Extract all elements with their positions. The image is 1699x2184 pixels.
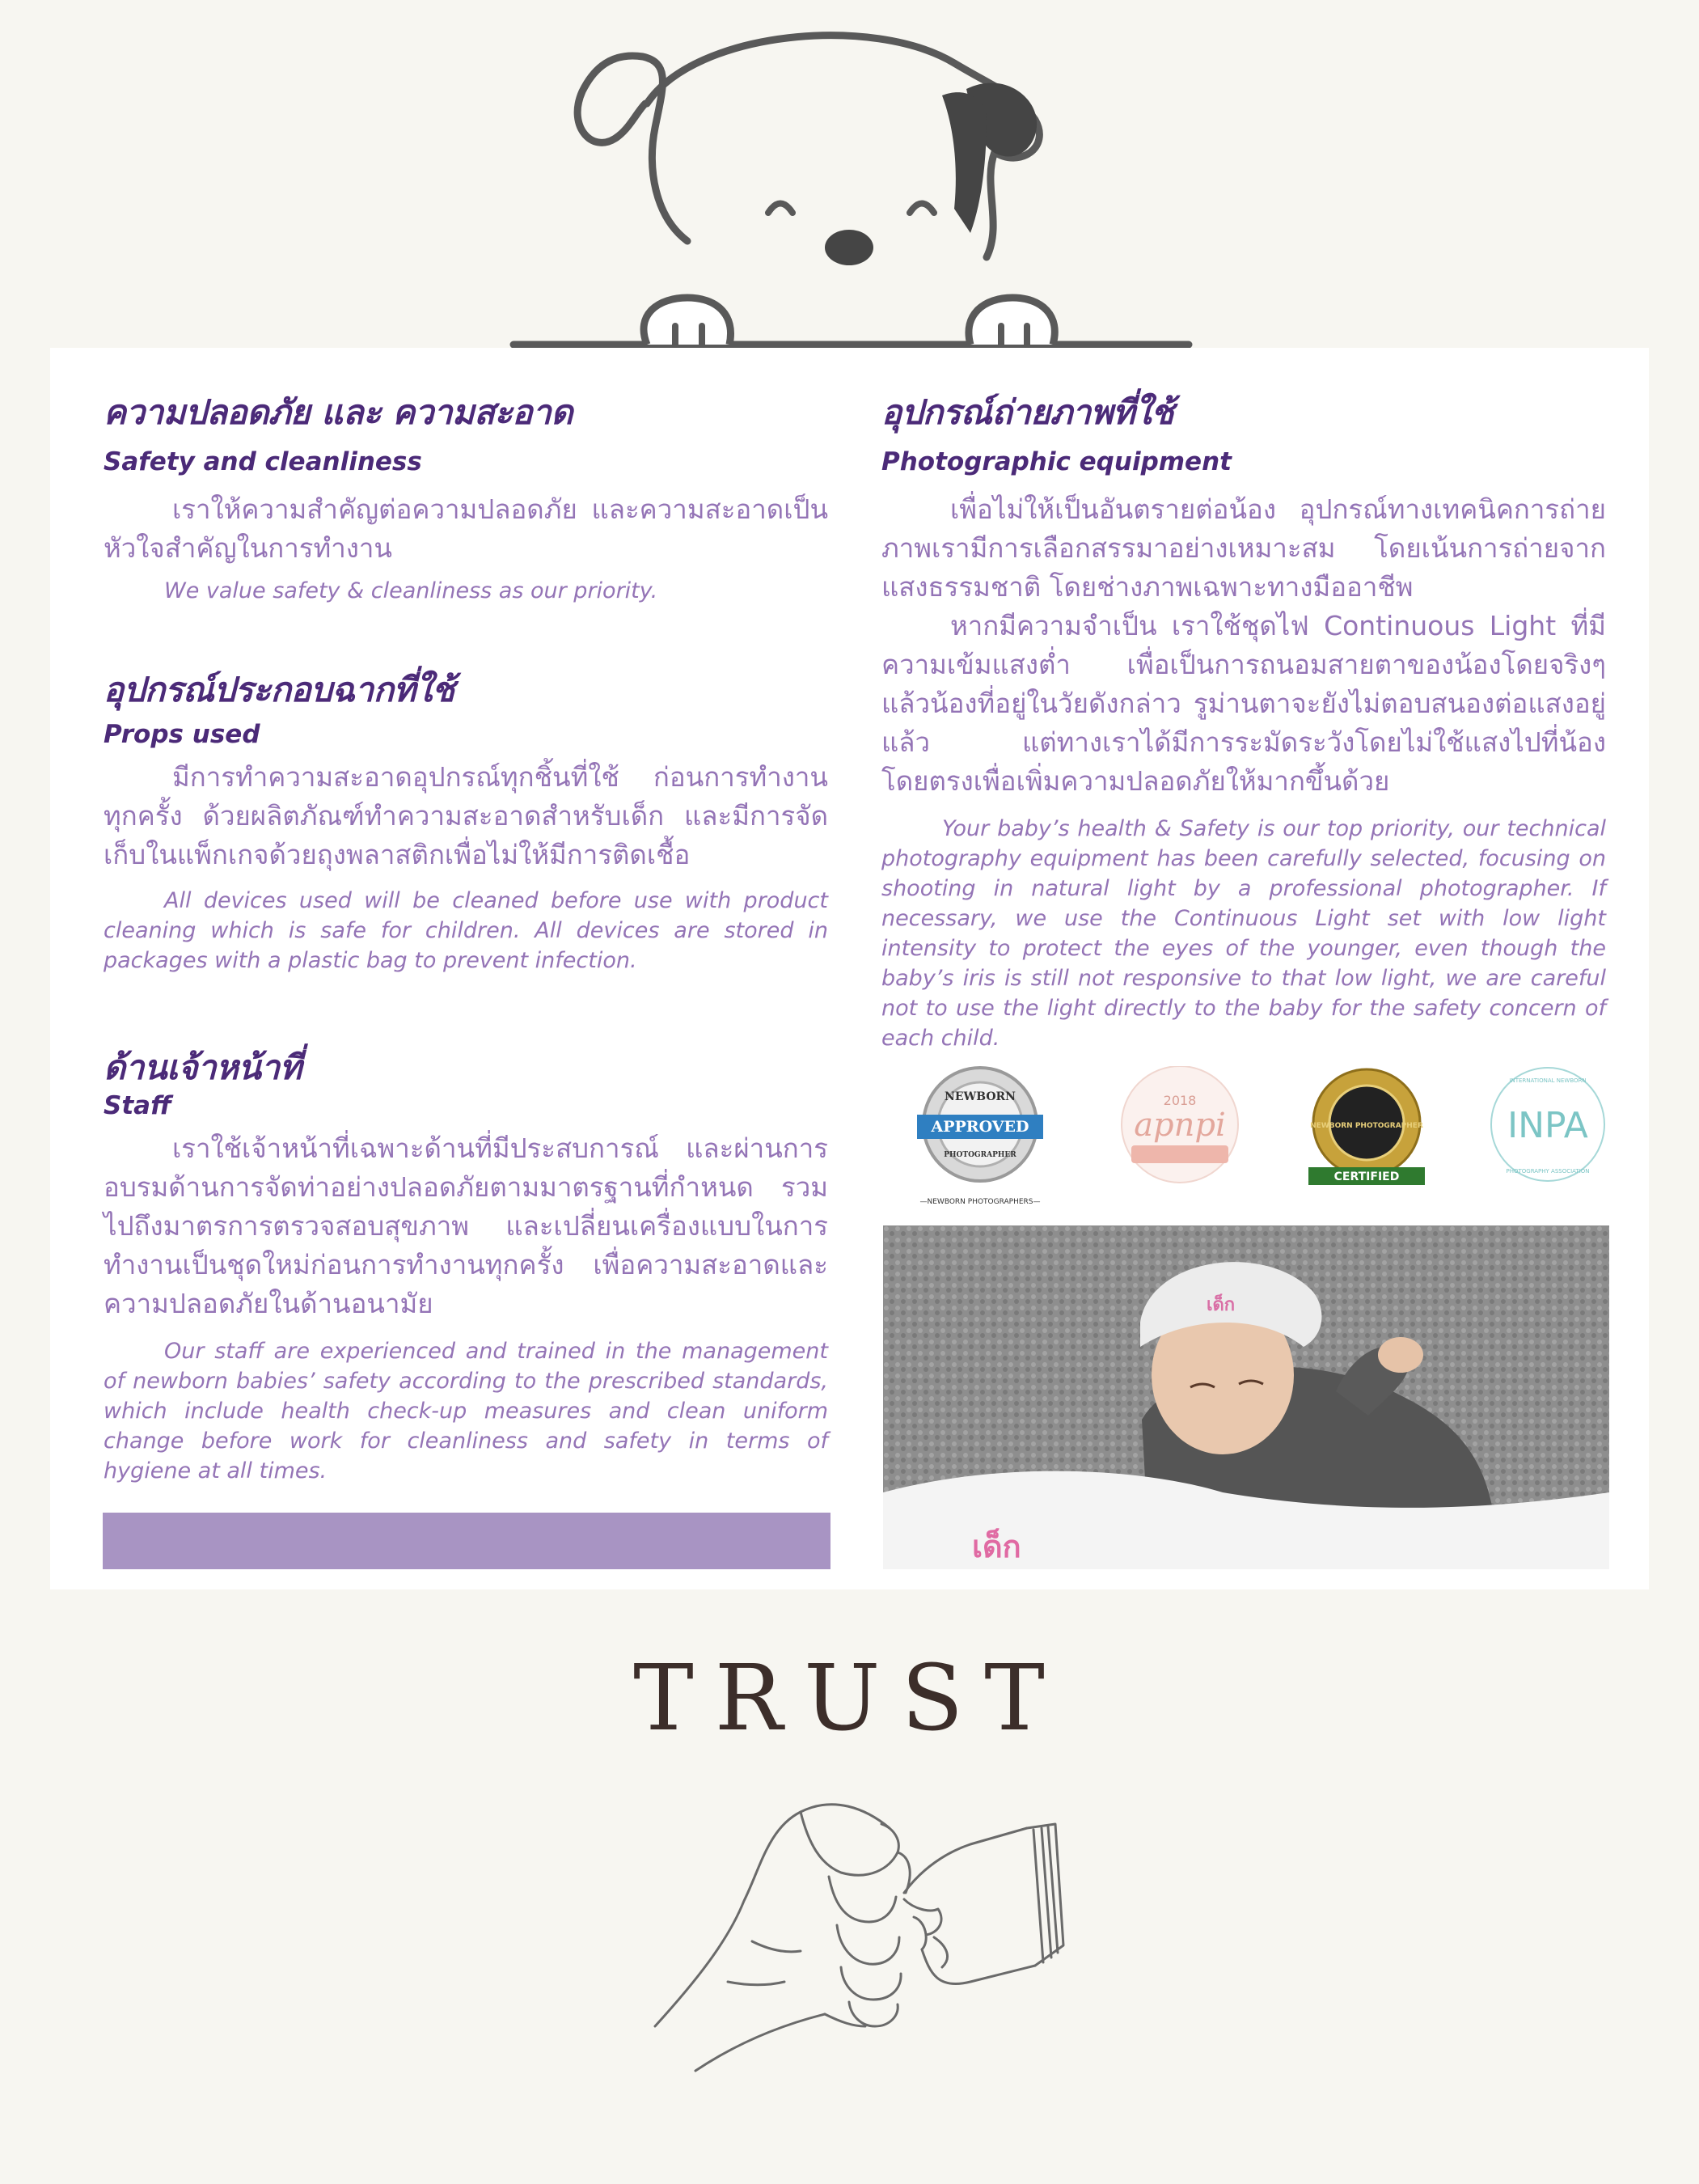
newborn-photo — [883, 1225, 1609, 1569]
props-body-en: All devices used will be cleaned before use with product cleaning which is safe for children. All devices are stored in packages with a plastic bag to prevent infection. — [104, 888, 828, 973]
staff-title-th: ด้านเจ้าหน้าที่ — [104, 1048, 302, 1087]
fist-bump-illustration — [647, 1780, 1067, 2087]
staff-title-en: Staff — [104, 1091, 171, 1120]
staff-body-en: Our staff are experienced and trained in the management of newborn babies’ safety according to the prescribed standards, which include health check-up measures and clean uniform change before work for cleanliness and safety in terms of hygiene at all times. — [104, 1339, 828, 1484]
svg-text:เด็ก: เด็ก — [1207, 1295, 1236, 1315]
svg-text:NEWBORN PHOTOGRAPHER: NEWBORN PHOTOGRAPHER — [1310, 1122, 1423, 1130]
svg-text:INPA: INPA — [1507, 1105, 1588, 1146]
svg-text:APPROVED: APPROVED — [931, 1118, 1029, 1136]
svg-text:2018: 2018 — [1163, 1093, 1197, 1108]
safety-title-th: ความปลอดภัย และ ความสะอาด — [104, 392, 573, 432]
props-title-th: อุปกรณ์ประกอบฉากที่ใช้ — [104, 670, 454, 709]
puppy-illustration — [501, 15, 1197, 379]
trust-heading: TRUST — [633, 1646, 1066, 1751]
svg-text:NEWBORN: NEWBORN — [945, 1090, 1016, 1103]
equipment-section — [881, 390, 1606, 1053]
safety-body-en: We value safety & cleanliness as our priority. — [164, 578, 658, 603]
equipment-title-en: Photographic equipment — [881, 447, 1232, 476]
props-section — [104, 667, 828, 976]
inpa-badge — [1491, 1068, 1604, 1181]
safety-title-en: Safety and cleanliness — [104, 447, 422, 476]
svg-text:PHOTOGRAPHY ASSOCIATION: PHOTOGRAPHY ASSOCIATION — [1506, 1168, 1590, 1175]
apnpi-badge — [1122, 1066, 1238, 1183]
props-body-th: มีการทำความสะอาดอุปกรณ์ทุกชิ้นที่ใช้ ก่อนการทำงานทุกครั้ง ด้วยผลิตภัณฑ์ทำความสะอาดสำหรับเด็ก และมีการจัดเก็บในแพ็กเกจด้วยถุงพลาสติกเพื่อไม่ให้มีการติดเชื้อ — [104, 761, 828, 870]
safety-body-th: เราให้ความสำคัญต่อความปลอดภัย และความสะอาดเป็นหัวใจสำคัญในการทำงาน — [104, 493, 828, 564]
staff-section — [104, 1045, 828, 1486]
equipment-body-en: Your baby’s health & Safety is our top priority, our technical photography equipment has been carefully selected, focusing on shooting in natural light by a professional photographer. If necessary, we use the Continuous Light set with low light intensity to protect the eyes of the younger, even though the baby’s iris is still not responsive to that low light, we are careful not to use the light directly to the baby for the safety concern of each child. — [881, 816, 1606, 1051]
equipment-body-th-2: หากมีความจำเป็น เราใช้ชุดไฟ Continuous Light ที่มีความเข้มแสงต่ำ เพื่อเป็นการถนอมสายตาของน้องโดยจริงๆ แล้วน้องที่อยู่ในวัยดังกล่าว รูม่านตาจะยังไม่ตอบสนองต่อแสงอยู่แล้ว แต่ทางเราได้มีการระมัดระวังโดยไม่ใช้แสงไปที่น้องโดยตรงเพื่อเพิ่มความปลอดภัยให้มากขึ้นด้วย — [881, 610, 1606, 797]
svg-text:—NEWBORN PHOTOGRAPHERS—: —NEWBORN PHOTOGRAPHERS— — [919, 1198, 1041, 1206]
equipment-body-th-1: เพื่อไม่ให้เป็นอันตรายต่อน้อง อุปกรณ์ทางเทคนิคการถ่ายภาพเรามีการเลือกสรรมาอย่างเหมาะสม โดยเน้นการถ่ายจากแสงธรรมชาติ โดยช่างภาพเฉพาะทางมืออาชีพ — [881, 493, 1606, 603]
svg-text:PHOTOGRAPHER: PHOTOGRAPHER — [944, 1151, 1016, 1159]
svg-text:INTERNATIONAL NEWBORN: INTERNATIONAL NEWBORN — [1509, 1077, 1587, 1084]
newborn-approved-badge — [917, 1068, 1043, 1206]
props-title-en: Props used — [104, 720, 260, 749]
content-card — [50, 348, 1649, 1589]
staff-body-th: เราใช้เจ้าหน้าที่เฉพาะด้านที่มีประสบการณ์ และผ่านการอบรมด้านการจัดท่าอย่างปลอดภัยตามมาตรฐานที่กำหนด รวมไปถึงมาตรการตรวจสอบสุขภาพ และเปลี่ยนเครื่องแบบในการทำงานเป็นชุดใหม่ก่อนการทำงานทุกครั้ง เพื่อความสะอาดและความปลอดภัยในด้านอนามัย — [104, 1132, 828, 1319]
equipment-title-th: อุปกรณ์ถ่ายภาพที่ใช้ — [881, 392, 1174, 432]
svg-text:apnpi: apnpi — [1134, 1107, 1226, 1144]
safety-section — [104, 390, 828, 606]
purple-accent-bar — [103, 1513, 830, 1569]
certified-newborn-badge — [1308, 1069, 1425, 1185]
svg-text:เด็ก: เด็ก — [972, 1529, 1021, 1564]
certification-badges — [909, 1066, 1637, 1212]
svg-text:CERTIFIED: CERTIFIED — [1333, 1170, 1400, 1183]
